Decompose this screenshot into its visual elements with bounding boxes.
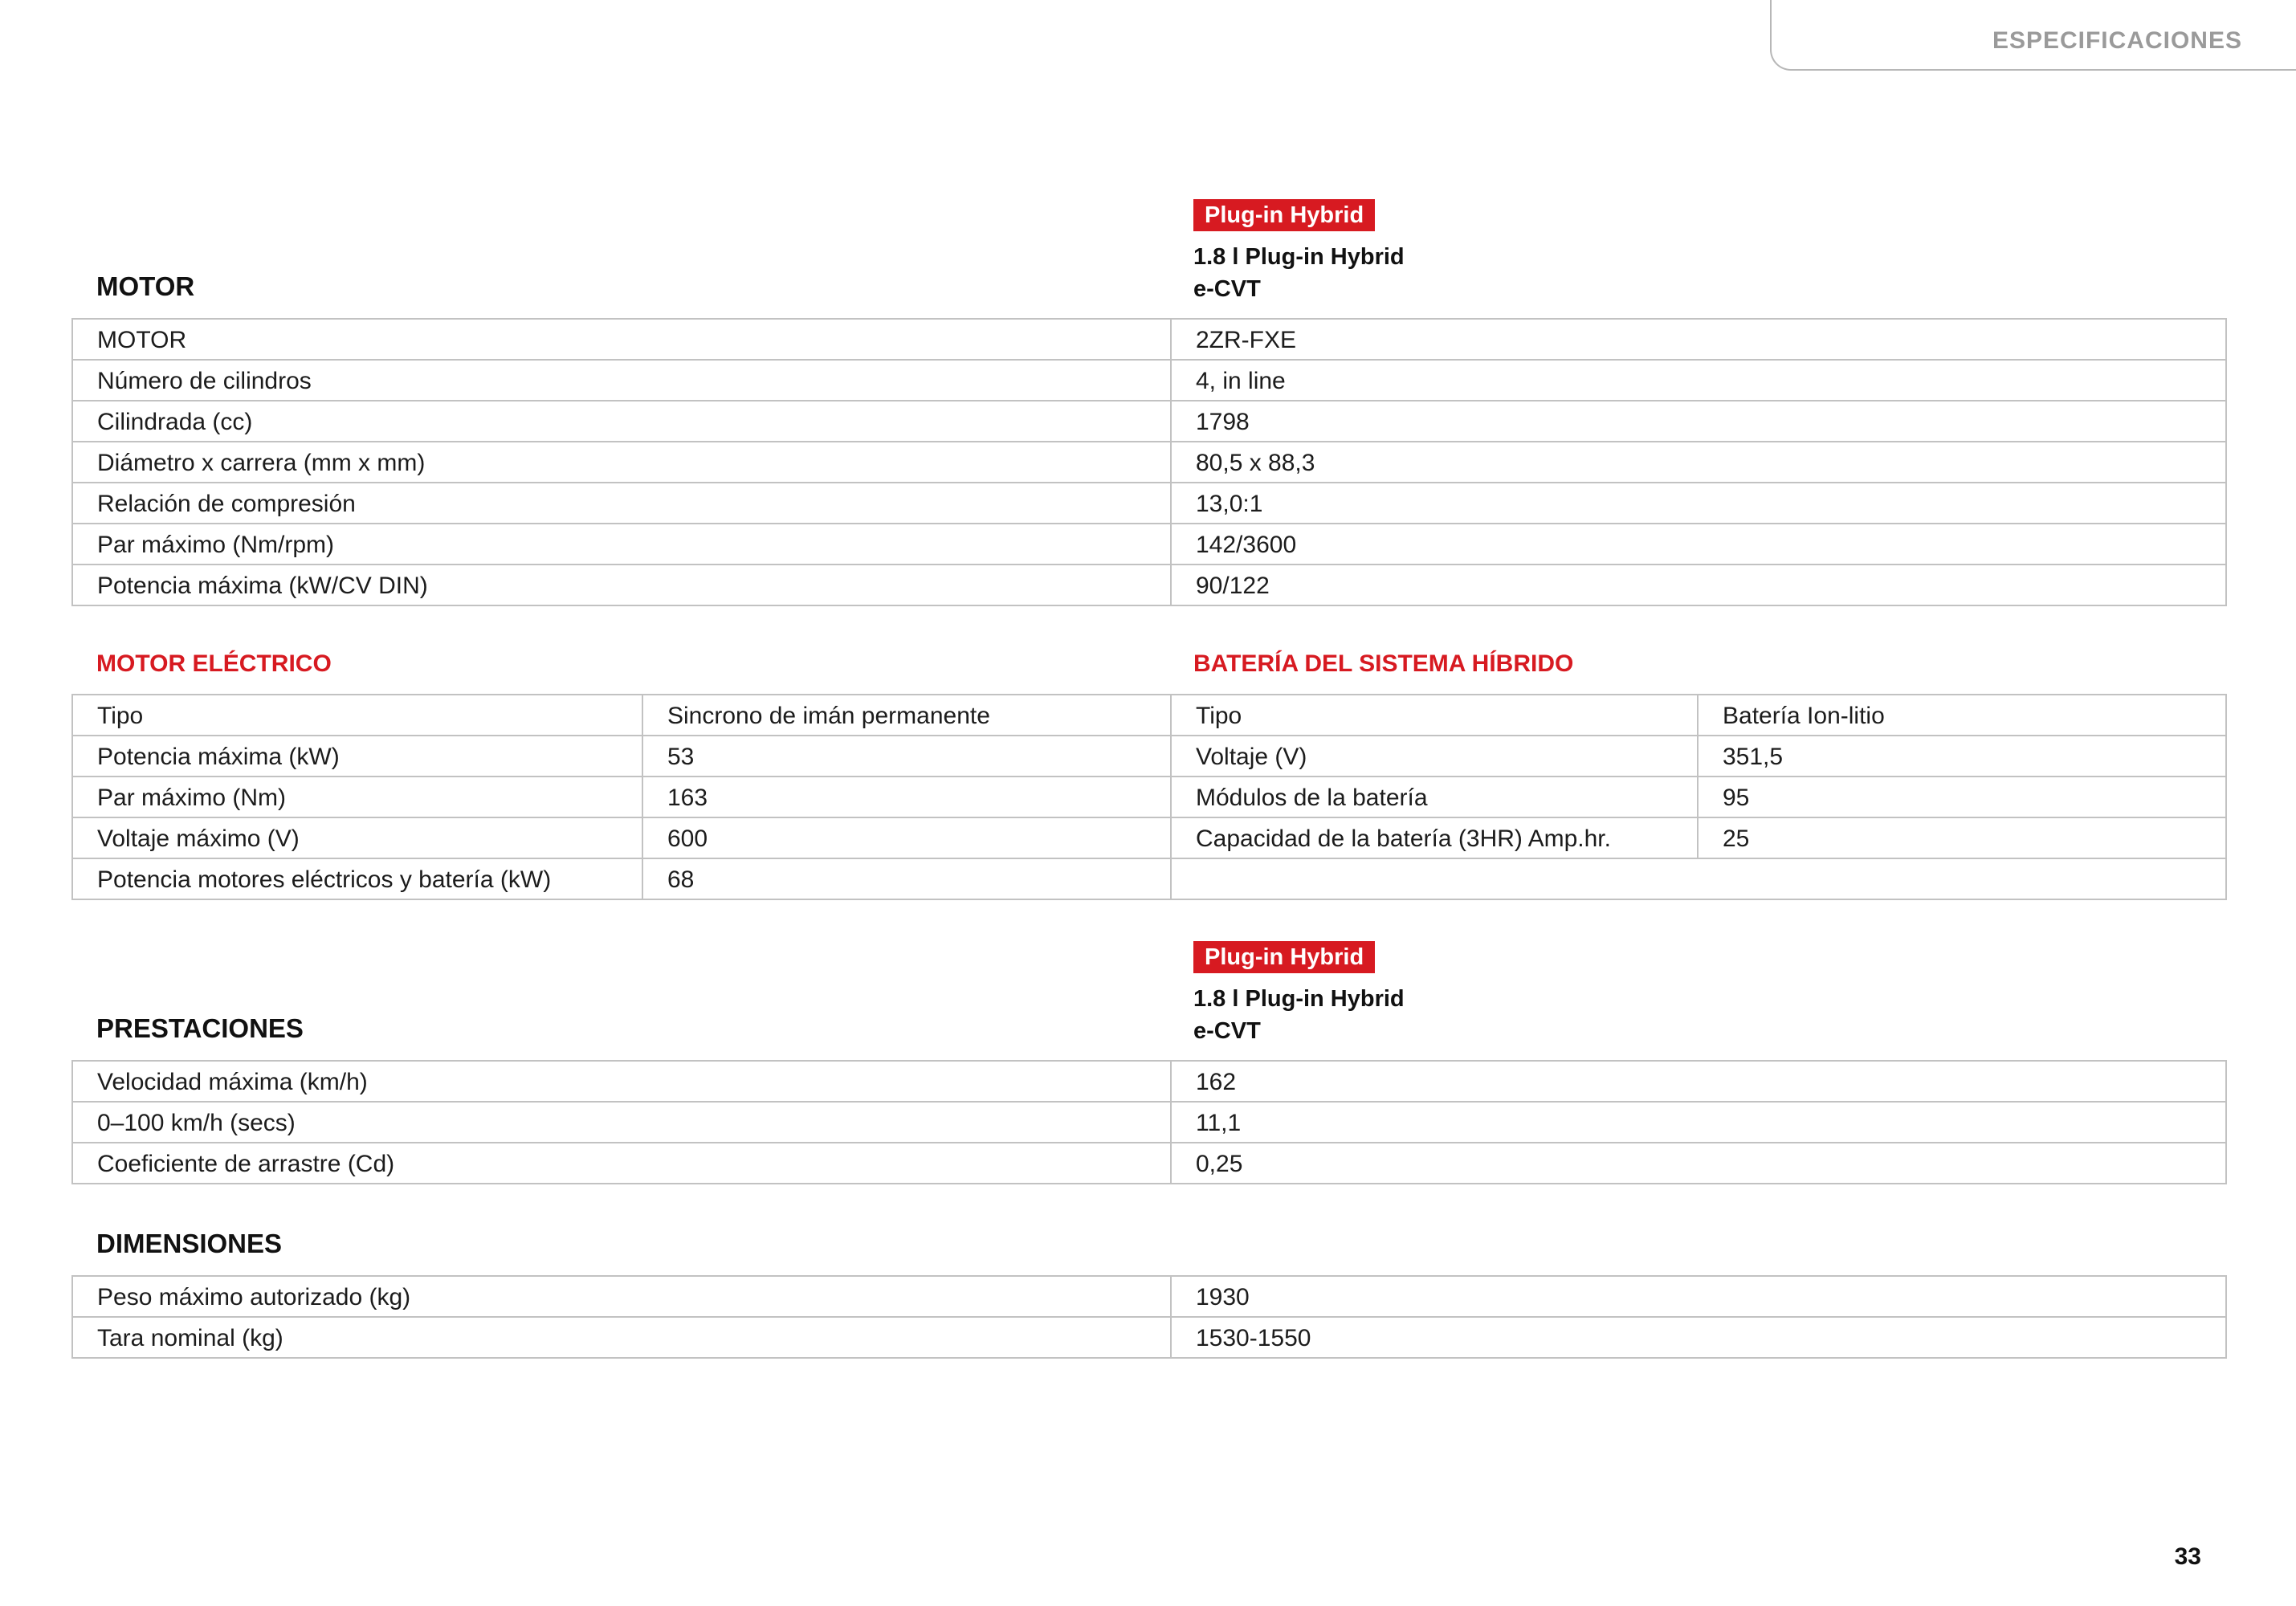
spec-value: 1930: [1171, 1276, 2226, 1317]
spec-value: Sincrono de imán permanente: [642, 695, 1171, 736]
spec-label: Peso máximo autorizado (kg): [72, 1276, 1171, 1317]
spec-label: Tipo: [1171, 695, 1698, 736]
spec-value: 4, in line: [1171, 360, 2226, 401]
spec-value: 0,25: [1171, 1143, 2226, 1184]
dimensiones-table: [71, 1275, 2227, 1359]
spec-label: Coeficiente de arrastre (Cd): [72, 1143, 1171, 1184]
dimensiones-section-title: DIMENSIONES: [96, 1229, 283, 1258]
spec-label: Tara nominal (kg): [72, 1317, 1171, 1358]
spec-value: 95: [1698, 777, 2226, 817]
table-row: [72, 360, 2226, 401]
prestaciones-section-title: PRESTACIONES: [96, 1013, 304, 1043]
spec-value: 11,1: [1171, 1102, 2226, 1143]
spec-value: 142/3600: [1171, 524, 2226, 565]
motor-table: [71, 318, 2227, 606]
prestaciones-table: [71, 1060, 2227, 1184]
spec-label: Par máximo (Nm/rpm): [72, 524, 1171, 565]
spec-label: Voltaje máximo (V): [72, 817, 642, 858]
spec-label: Cilindrada (cc): [72, 401, 1171, 442]
spec-label: Par máximo (Nm): [72, 777, 642, 817]
spec-label: MOTOR: [72, 319, 1171, 360]
table-row: [72, 1102, 2226, 1143]
spec-value: 162: [1171, 1061, 2226, 1102]
spec-value: 80,5 x 88,3: [1171, 442, 2226, 483]
table-row: [72, 319, 2226, 360]
table-row: [72, 695, 2226, 736]
spec-value: 68: [642, 858, 1171, 899]
table-row: [72, 1061, 2226, 1102]
spec-label: Módulos de la batería: [1171, 777, 1698, 817]
battery-title: BATERÍA DEL SISTEMA HÍBRIDO: [1193, 650, 1574, 677]
spec-value: Batería Ion-litio: [1698, 695, 2226, 736]
electric-motor-title: MOTOR ELÉCTRICO: [96, 650, 332, 677]
spec-value: 53: [642, 736, 1171, 777]
spec-value: 351,5: [1698, 736, 2226, 777]
prestaciones-badge: Plug-in Hybrid: [1193, 941, 1375, 973]
table-row: [72, 777, 2226, 817]
table-row: [72, 736, 2226, 777]
section-tab-label: ESPECIFICACIONES: [1992, 27, 2242, 54]
table-row: [72, 1317, 2226, 1358]
prestaciones-column-line1: 1.8 l Plug-in Hybrid: [1193, 986, 1405, 1012]
prestaciones-column-heading: [1193, 983, 1405, 1047]
spec-value: 90/122: [1171, 565, 2226, 605]
page-number: 33: [2174, 1543, 2201, 1570]
table-row: [72, 442, 2226, 483]
table-row: [72, 858, 2226, 899]
spec-label: Número de cilindros: [72, 360, 1171, 401]
spec-label: Voltaje (V): [1171, 736, 1698, 777]
spec-value: 2ZR-FXE: [1171, 319, 2226, 360]
motor-column-heading: [1193, 241, 1405, 305]
spec-value: 25: [1698, 817, 2226, 858]
spec-value: 1798: [1171, 401, 2226, 442]
motor-badge: Plug-in Hybrid: [1193, 199, 1375, 231]
prestaciones-column-line2: e-CVT: [1193, 1018, 1261, 1044]
spec-value: 600: [642, 817, 1171, 858]
spec-value: 1530-1550: [1171, 1317, 2226, 1358]
spec-value: 163: [642, 777, 1171, 817]
electric-battery-table: [71, 694, 2227, 900]
spec-label: Potencia máxima (kW): [72, 736, 642, 777]
spec-label: Potencia máxima (kW/CV DIN): [72, 565, 1171, 605]
empty-cell: [1171, 858, 2226, 899]
spec-label: Tipo: [72, 695, 642, 736]
motor-column-line2: e-CVT: [1193, 276, 1261, 302]
table-row: [72, 401, 2226, 442]
section-tab: [1770, 0, 2296, 71]
spec-label: Potencia motores eléctricos y batería (kW): [72, 858, 642, 899]
table-row: [72, 483, 2226, 524]
spec-label: Capacidad de la batería (3HR) Amp.hr.: [1171, 817, 1698, 858]
table-row: [72, 1276, 2226, 1317]
spec-label: Relación de compresión: [72, 483, 1171, 524]
table-row: [72, 565, 2226, 605]
spec-label: Velocidad máxima (km/h): [72, 1061, 1171, 1102]
spec-label: 0–100 km/h (secs): [72, 1102, 1171, 1143]
motor-column-line1: 1.8 l Plug-in Hybrid: [1193, 244, 1405, 270]
spec-value: 13,0:1: [1171, 483, 2226, 524]
spec-label: Diámetro x carrera (mm x mm): [72, 442, 1171, 483]
motor-section-title: MOTOR: [96, 271, 195, 301]
table-row: [72, 817, 2226, 858]
table-row: [72, 1143, 2226, 1184]
table-row: [72, 524, 2226, 565]
